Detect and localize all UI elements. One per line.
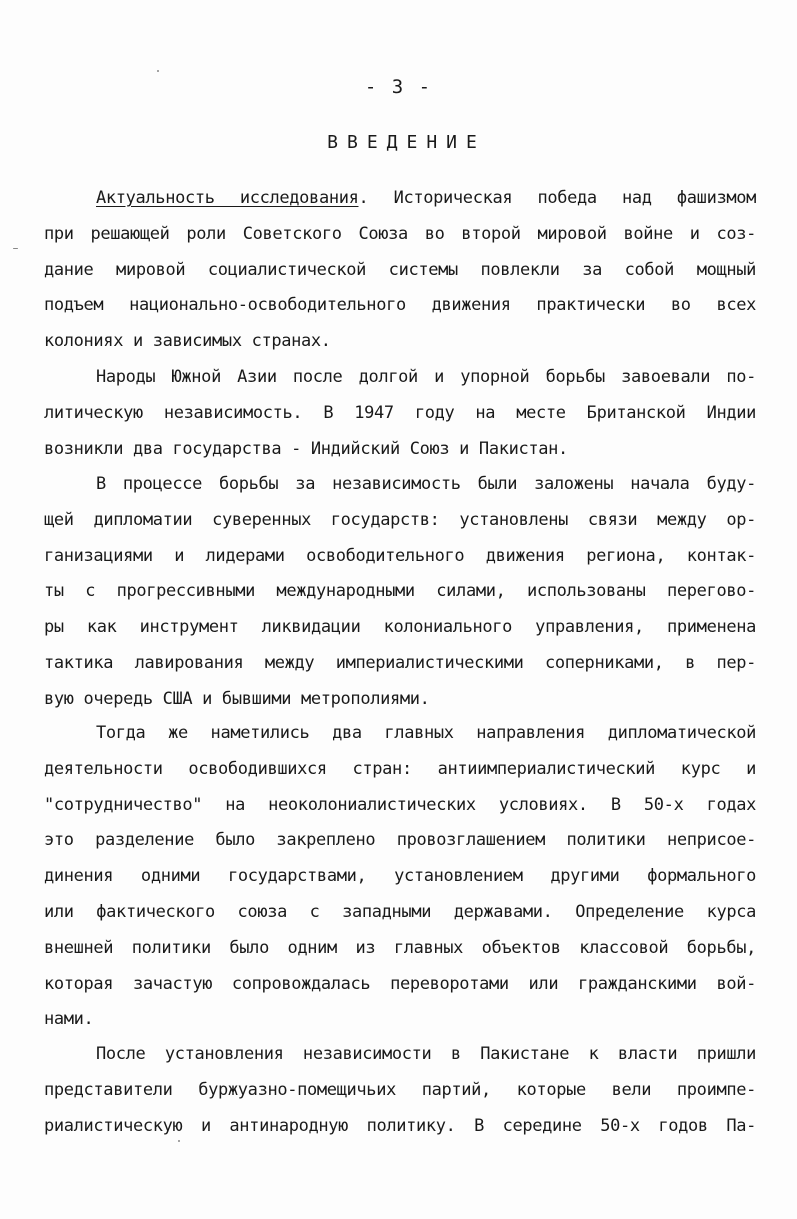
scan-speck — [13, 248, 18, 249]
paragraph-line: "сотрудничество" на неоколониалистических условиях. В 50-х годах — [44, 794, 756, 815]
underlined-lead: Актуальность исследования — [96, 188, 359, 208]
scan-speck — [178, 1140, 180, 1142]
paragraph-line: ганизациями и лидерами освободительного движения региона, контак- — [44, 545, 756, 566]
paragraph-line: вую очередь США и бывшими метрополиями. — [44, 688, 430, 709]
paragraph-directions — [44, 716, 756, 1038]
paragraph-line: динения одними государствами, установлением другими формального — [44, 866, 756, 887]
scan-speck — [157, 70, 159, 72]
section-heading: ВВЕДЕНИЕ — [327, 132, 486, 153]
paragraph-diplomacy — [44, 467, 756, 718]
paragraph-relevance — [44, 181, 756, 360]
paragraph-line: ры как инструмент ликвидации колониального управления, применена — [44, 617, 756, 638]
paragraph-line: Народы Южной Азии после долгой и упорной борьбы завоевали по- — [96, 367, 756, 387]
paragraph-line: дание мировой социалистической системы повлекли за собой мощный — [44, 259, 756, 280]
paragraph-line: литическую независимость. В 1947 году на месте Британской Индии — [44, 402, 756, 423]
paragraph-line: возникли два государства - Индийский Союз и Пакистан. — [44, 438, 568, 459]
paragraph-line: Тогда же наметились два главных направления дипломатической — [96, 723, 756, 743]
paragraph-line: После установления независимости в Пакистане к власти пришли — [96, 1044, 756, 1064]
paragraph-line: ты с прогрессивными международными силами, использованы перегово- — [44, 581, 756, 602]
page-number: - 3 - — [364, 76, 433, 98]
paragraph-line: подъем национально-освободительного движения практически во всех — [44, 295, 756, 316]
paragraph-pakistan — [44, 1037, 756, 1144]
paragraph-south-asia — [44, 360, 756, 467]
paragraph-line: нами. — [44, 1009, 94, 1030]
paragraph-line: тактика лавирования между империалистическими соперниками, в пер- — [44, 652, 756, 673]
paragraph-line: В процессе борьбы за независимость были заложены начала буду- — [96, 474, 756, 494]
paragraph-line: риалистическую и антинародную политику. В середине 50-х годов Па- — [44, 1115, 756, 1136]
paragraph-line: представители буржуазно-помещичьих партий, которые вели проимпе- — [44, 1079, 756, 1100]
paragraph-line: деятельности освободившихся стран: антиимпериалистический курс и — [44, 758, 756, 779]
paragraph-line: или фактического союза с западными державами. Определение курса — [44, 901, 756, 922]
paragraph-line: при решающей роли Советского Союза во второй мировой войне и соз- — [44, 223, 756, 244]
paragraph-line: которая зачастую сопровождалась переворотами или гражданскими вой- — [44, 973, 756, 994]
paragraph-line: это разделение было закреплено провозглашением политики неприсое- — [44, 830, 756, 851]
paragraph-line: внешней политики было одним из главных объектов классовой борьбы, — [44, 937, 756, 958]
paragraph-line: колониях и зависимых странах. — [44, 331, 331, 352]
paragraph-line: Актуальность исследования. Историческая победа над фашизмом — [96, 188, 756, 208]
paragraph-line: щей дипломатии суверенных государств: установлены связи между ор- — [44, 509, 756, 530]
